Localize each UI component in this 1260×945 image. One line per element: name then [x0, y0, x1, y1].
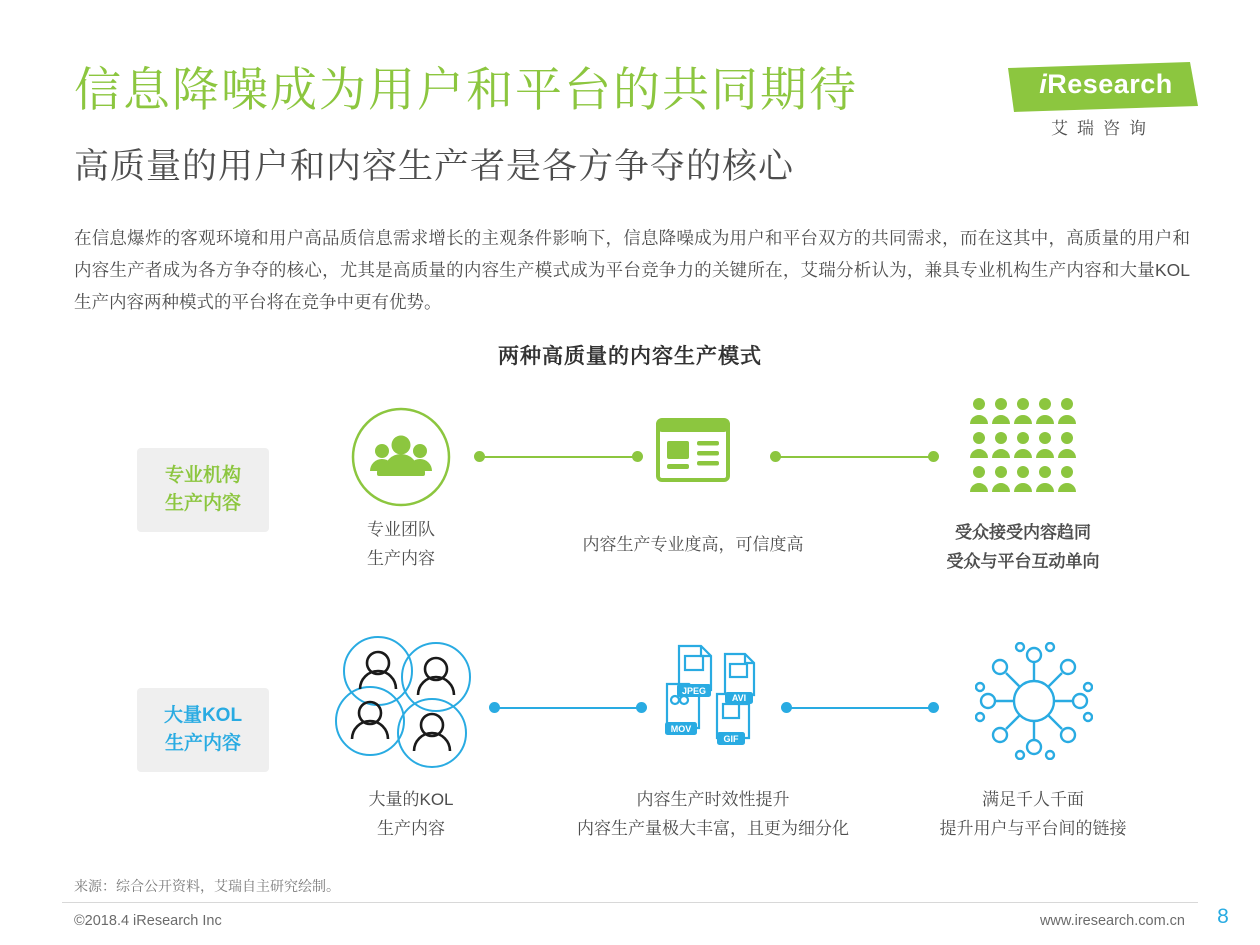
caption-node-2-1-line1: 大量的KOL	[368, 790, 454, 809]
connector-dot-right-4	[928, 702, 939, 713]
caption-node-1-3	[893, 518, 1153, 576]
caption-node-1-1-line2: 生产内容	[367, 549, 435, 568]
diagram-row-pgc	[0, 385, 1260, 585]
connector-line-1	[484, 456, 636, 458]
caption-node-1-3-line1: 受众接受内容趋同	[955, 523, 1091, 542]
page-number: 8	[1217, 905, 1229, 928]
intro-paragraph: 在信息爆炸的客观环境和用户高品质信息需求增长的主观条件影响下，信息降噪成为用户和平台双方的共同需求，而在这其中，高质量的用户和内容生产者成为各方争夺的核心，尤其是高质量的内容生产模式成为平台竞争力的关键所在，艾瑞分析认为，兼具专业机构生产内容和大量KOL生产内容两种模式的平台将在竞争中更有优势。	[74, 228, 1190, 312]
caption-node-2-3-line2: 提升用户与平台间的链接	[939, 819, 1127, 838]
caption-node-2-3	[903, 785, 1163, 843]
page-title: 信息降噪成为用户和平台的共同期待	[74, 63, 858, 116]
caption-node-1-2-line1: 内容生产专业度高，可信度高	[582, 535, 804, 554]
connector-line-4	[791, 707, 931, 709]
connector-line-3	[499, 707, 639, 709]
svg-text:MOV: MOV	[670, 724, 692, 734]
connector-line-2	[780, 456, 932, 458]
row-label-kol-line1: 大量KOL	[163, 705, 243, 726]
caption-node-2-1	[321, 785, 501, 843]
footer-divider	[62, 902, 1198, 903]
team-group-icon	[351, 407, 451, 512]
logo-letter-i: i	[1039, 69, 1048, 99]
caption-node-2-1-line2: 生产内容	[377, 819, 445, 838]
row-label-kol	[137, 688, 269, 772]
caption-node-2-2-line2: 内容生产量极大丰富，且更为细分化	[577, 819, 849, 838]
logo-text	[1018, 69, 1194, 100]
row-label-pgc	[137, 448, 269, 532]
caption-node-2-2	[553, 785, 873, 843]
svg-text:GIF: GIF	[723, 734, 739, 744]
audience-crowd-icon	[967, 395, 1079, 502]
caption-node-2-2-line1: 内容生产时效性提升	[636, 790, 790, 809]
row-label-kol-line2: 生产内容	[164, 733, 241, 754]
svg-text:JPEG: JPEG	[681, 686, 707, 696]
media-files-icon	[655, 642, 765, 757]
page-subtitle: 高质量的用户和内容生产者是各方争夺的核心	[74, 147, 795, 186]
row-label-pgc-line1: 专业机构	[164, 465, 241, 486]
connector-dot-right-3	[636, 702, 647, 713]
diagram-row-kol	[0, 600, 1260, 838]
source-note: 来源：综合公开资料，艾瑞自主研究绘制。	[74, 878, 340, 894]
iresearch-logo	[1008, 62, 1198, 140]
diagram-title: 两种高质量的内容生产模式	[498, 345, 762, 368]
svg-text:AVI: AVI	[731, 693, 747, 703]
network-nodes-icon	[975, 642, 1093, 765]
kol-circles-icon	[320, 635, 495, 780]
copyright-text: ©2018.4 iResearch Inc	[74, 913, 222, 929]
logo-word-research: Research	[1047, 69, 1173, 99]
caption-node-1-2	[553, 530, 833, 559]
website-url: www.iresearch.com.cn	[1039, 913, 1185, 929]
caption-node-1-3-line2: 受众与平台互动单向	[946, 552, 1100, 571]
logo-chinese-name: 艾瑞咨询	[1051, 119, 1155, 138]
connector-dot-right-1	[632, 451, 643, 462]
caption-node-1-1-line1: 专业团队	[367, 520, 435, 539]
row-label-pgc-line2: 生产内容	[164, 493, 241, 514]
caption-node-1-1	[311, 515, 491, 573]
connector-dot-right-2	[928, 451, 939, 462]
article-page-icon	[655, 412, 731, 493]
caption-node-2-3-line1: 满足千人千面	[982, 790, 1084, 809]
